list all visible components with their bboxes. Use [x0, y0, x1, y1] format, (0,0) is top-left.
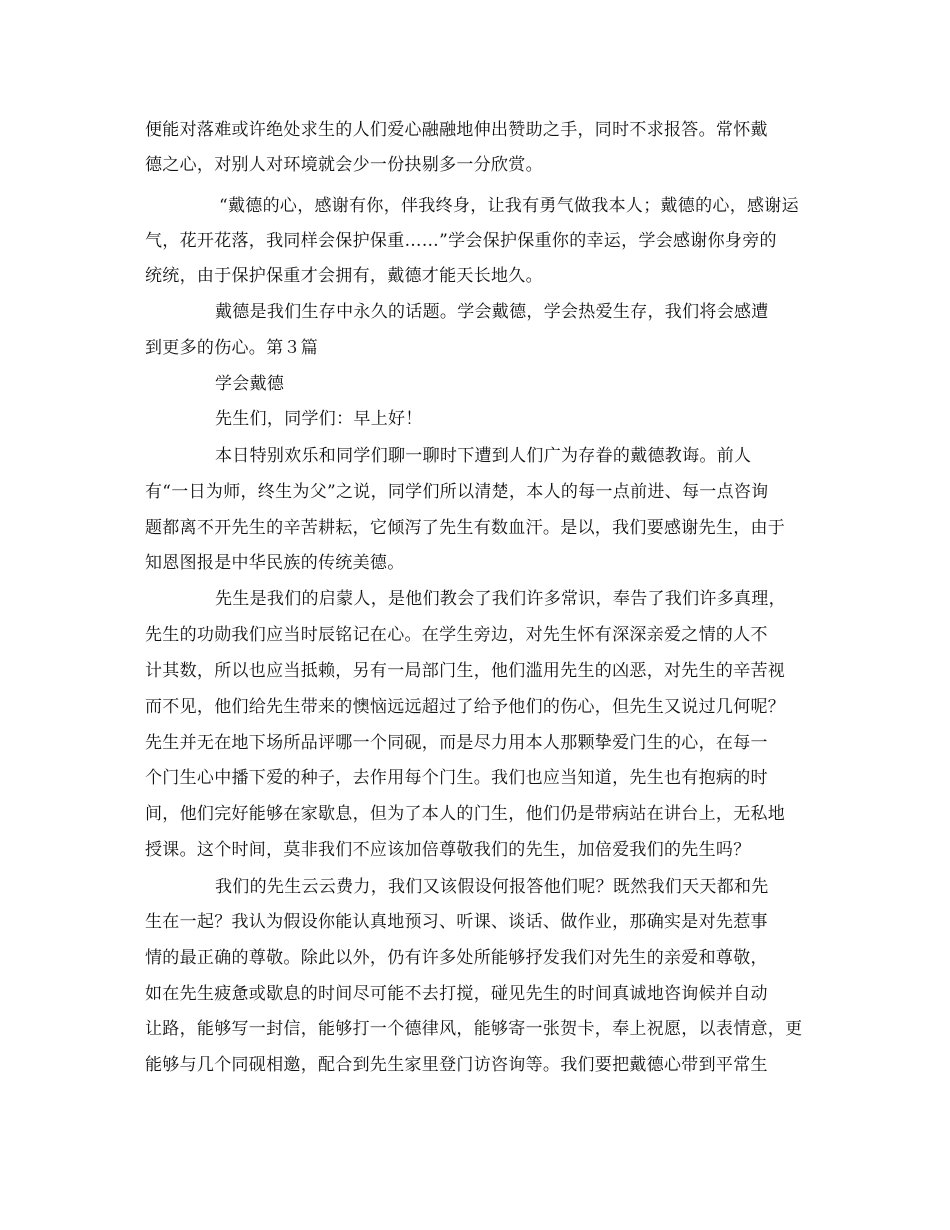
text-line: 让路，能够写一封信，能够打一个德律风，能够寄一张贺卡，奉上祝愿，以表情意，更	[145, 1019, 803, 1039]
text-line: 先生的功勋我们应当时辰铭记在心。在学生旁边，对先生怀有深深亲爱之情的人不	[145, 625, 768, 645]
text-line: 题都离不开先生的辛苦耕耘，它倾泻了先生有数血汗。是以，我们要感谢先生，由于	[145, 518, 786, 538]
text-line: 能够与几个同砚相邀，配合到先生家里登门访咨询等。我们要把戴德心带到平常生	[145, 1055, 768, 1075]
text-line: 德之心，对别人对环境就会少一份抉剔多一分欣赏。	[145, 155, 543, 175]
text-line: 便能对落难或许绝处求生的人们爱心融融地伸出赞助之手，同时不求报答。常怀戴	[145, 120, 768, 140]
text-line: 戴德是我们生存中永久的话题。学会戴德，学会热爱生存，我们将会感遭	[215, 302, 769, 322]
text-line: 知恩图报是中华民族的传统美德。	[145, 553, 405, 573]
text-line: 情的最正确的尊敬。除此以外，仍有许多处所能够抒发我们对先生的亲爱和尊敬，	[145, 948, 768, 968]
text-line: 先生是我们的启蒙人，是他们教会了我们许多常识，奉告了我们许多真理，	[215, 589, 786, 609]
text-line: “戴德的心，感谢有你，伴我终身，让我有勇气做我本人；戴德的心，感谢运	[219, 196, 799, 216]
text-line: 统统，由于保护保重才会拥有，戴德才能天长地久。	[145, 266, 543, 286]
text-line: 而不见，他们给先生带来的懊恼远远超过了给予他们的伤心，但先生又说过几何呢？	[145, 697, 786, 717]
text-line: 先生们，同学们：早上好！	[215, 409, 423, 429]
text-line: 如在先生疲惫或歇息的时间尽可能不去打搅，碰见先生的时间真诚地咨询候并自动	[145, 984, 768, 1004]
text-line: 生在一起？我认为假设你能认真地预习、听课、谈话、做作业，那确实是对先惹事	[145, 912, 768, 932]
text-line: 到更多的伤心。第３篇	[145, 338, 318, 358]
text-line: 先生并无在地下场所品评哪一个同砚，而是尽力用本人那颗挚爱门生的心，在每一	[145, 733, 768, 753]
text-line: 授课。这个时间，莫非我们不应该加倍尊敬我们的先生，加倍爱我们的先生吗？	[145, 840, 751, 860]
text-line: 个门生心中播下爱的种子，去作用每个门生。我们也应当知道，先生也有抱病的时	[145, 768, 768, 788]
text-line: 有“一日为师，终生为父”之说，同学们所以清楚，本人的每一点前进、每一点咨询	[145, 482, 769, 502]
text-line: 气，花开花落，我同样会保护保重……”学会保护保重你的幸运，学会感谢你身旁的	[145, 231, 777, 251]
text-line: 间，他们完好能够在家歇息，但为了本人的门生，他们仍是带病站在讲台上，无私地	[145, 804, 786, 824]
text-line: 我们的先生云云费力，我们又该假设何报答他们呢？既然我们天天都和先	[215, 877, 769, 897]
section-heading: 学会戴德	[215, 374, 285, 394]
text-line: 计其数，所以也应当抵赖，另有一局部门生，他们滥用先生的凶恶，对先生的辛苦视	[145, 661, 786, 681]
text-line: 本日特别欢乐和同学们聊一聊时下遭到人们广为存眷的戴德教诲。前人	[215, 446, 752, 466]
